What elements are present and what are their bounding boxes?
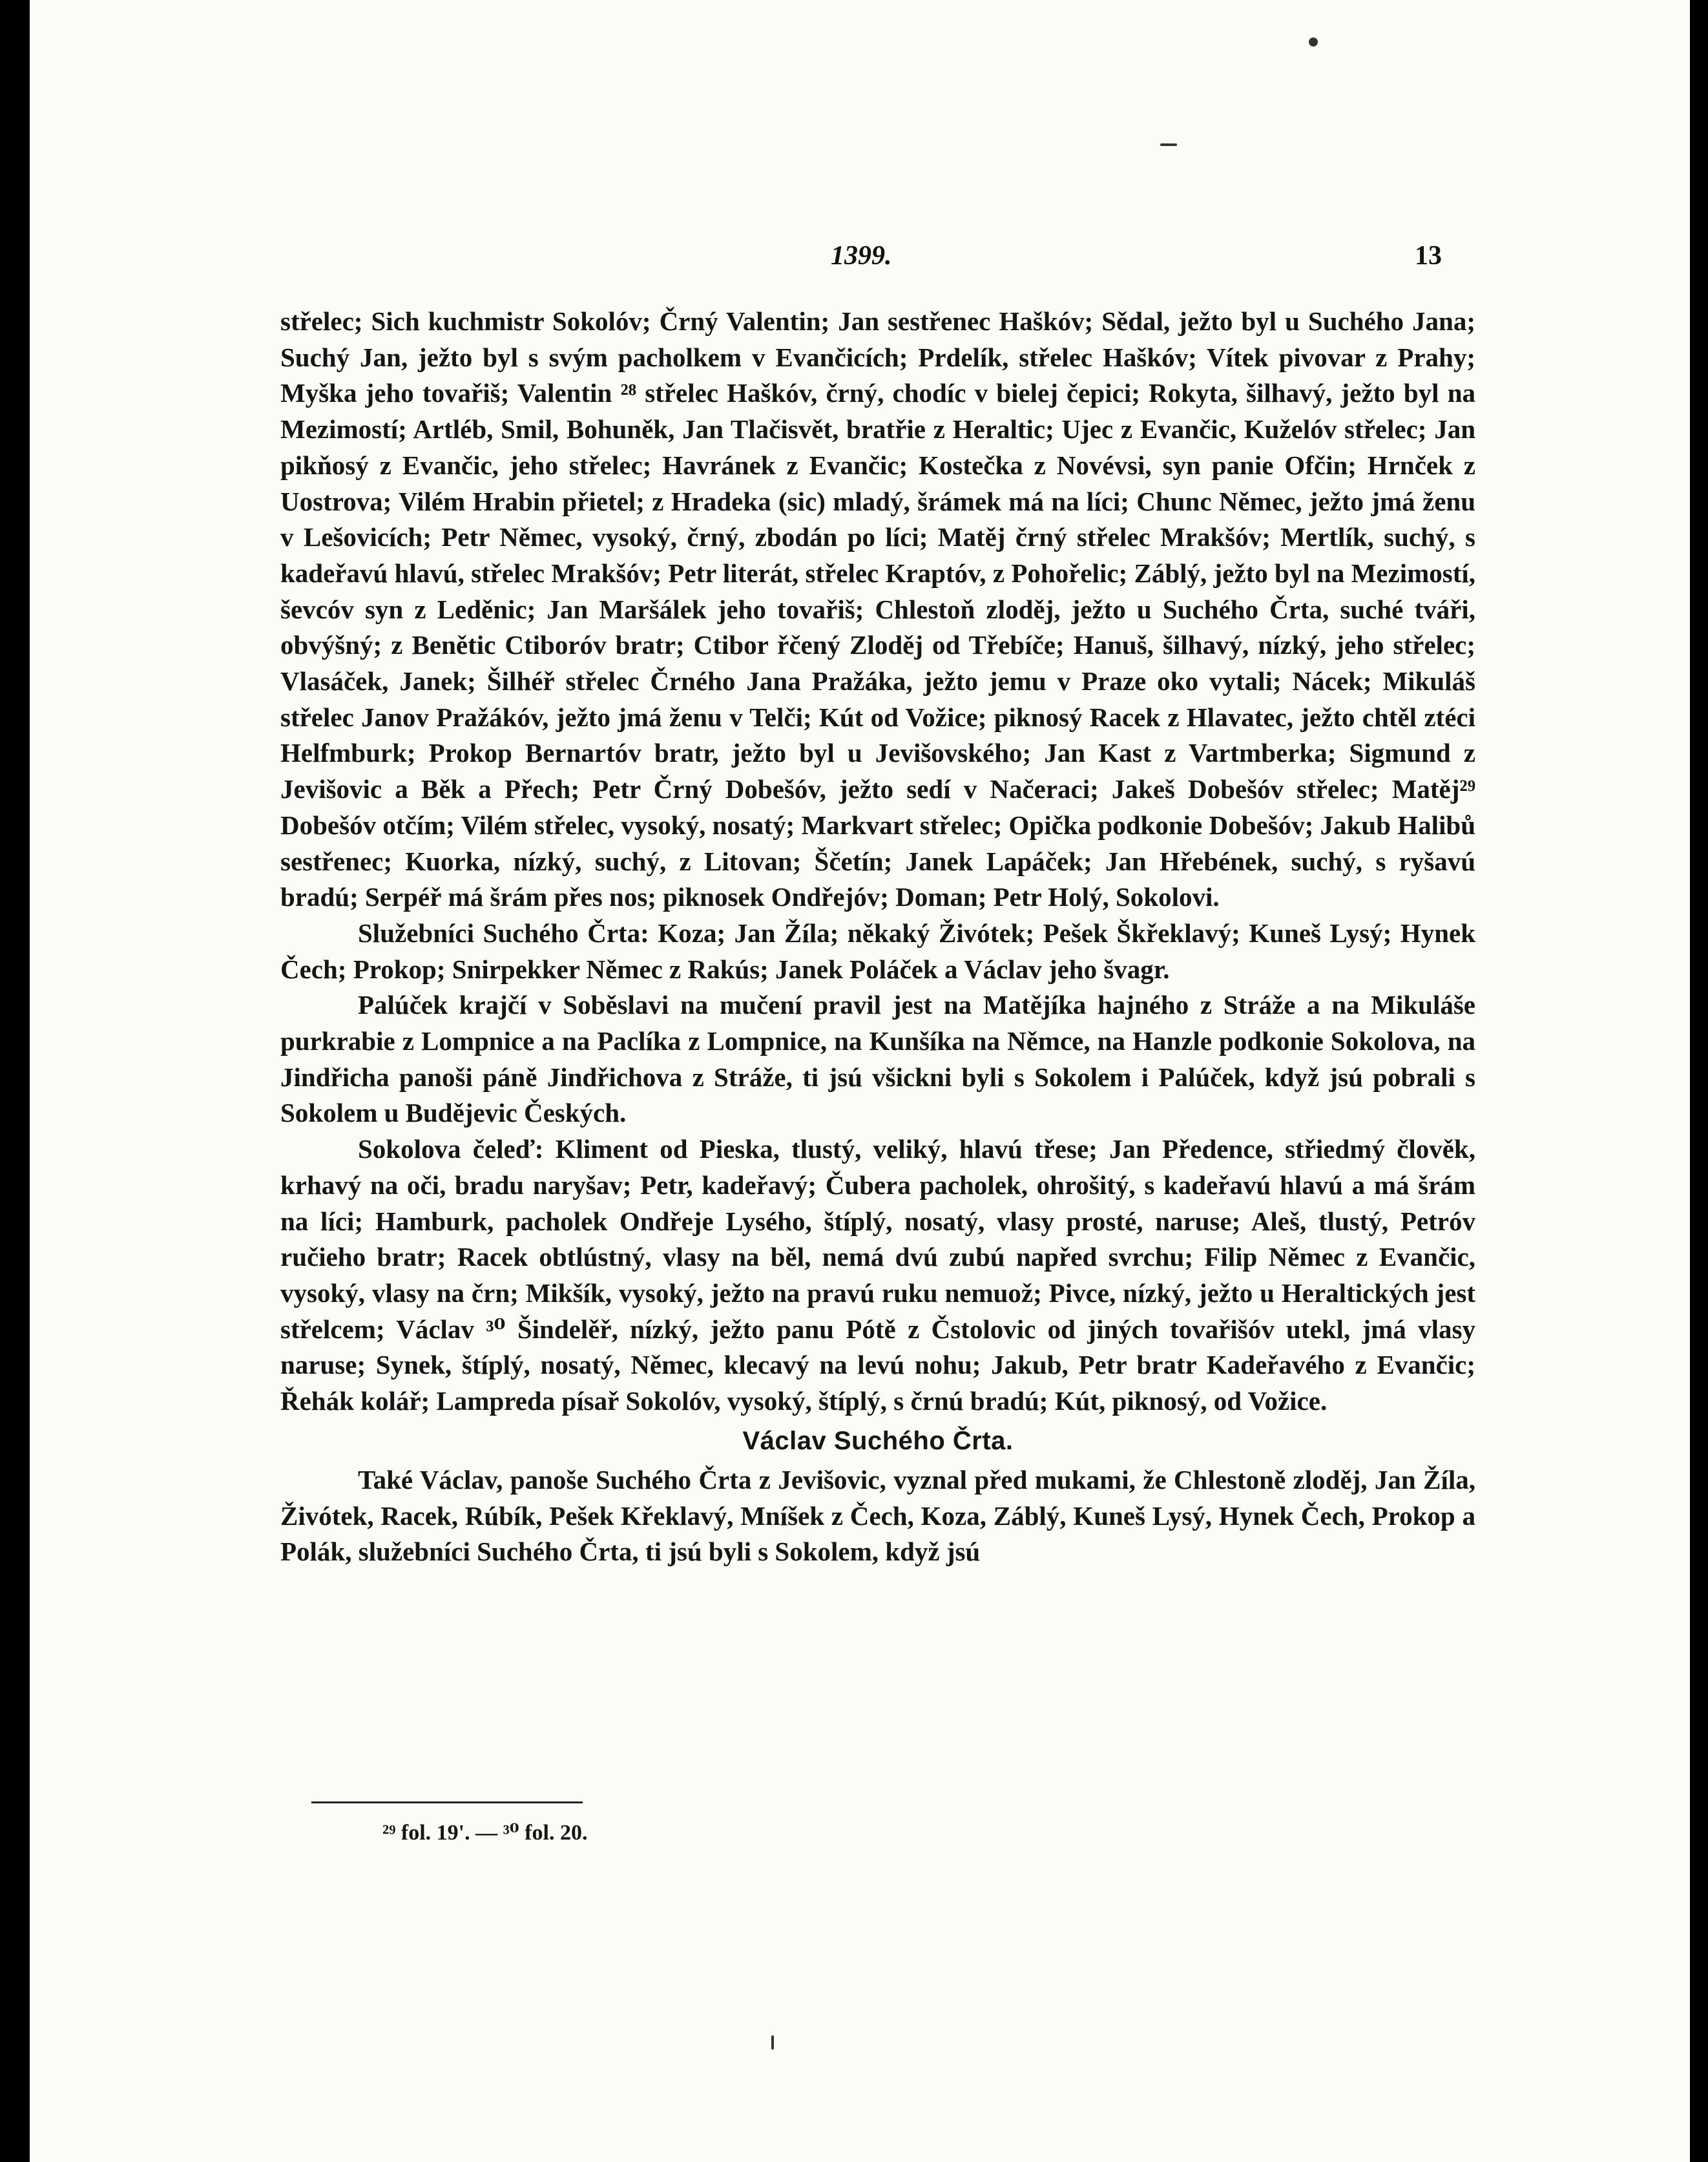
paragraph-list-of-persons: střelec; Sich kuchmistr Sokolóv; Črný Valentin; Jan sestřenec Haškóv; Sědal, ježto byl u Suchého Jana; Suchý Jan, ježto byl s svým pacholkem v Evančicích; Prdelík, střelec Haškóv; Vítek pivovar z Prahy; Myška jeho tovařiš; Valentin ²⁸ střelec Haškóv, črný, chodíc v bielej čepici; Rokyta, šilhavý, ježto byl na Mezimostí; Artléb, Smil, Bohuněk, Jan Tlačisvět, bratřie z Heraltic; Ujec z Evančic, Kuželóv střelec; Jan pikňosý z Evančic, jeho střelec; Havránek z Evančic; Kostečka z Novévsi, syn panie Ofčin; Hrnček z Uostrova; Vilém Hrabin přietel; z Hradeka (sic) mladý, šrámek má na líci; Chunc Němec, ježto jmá ženu v Lešovicích; Petr Němec, vysoký, črný, zbodán po líci; Matěj črný střelec Mrakšóv; Mertlík, suchý, s kadeřavú hlavú, střelec Mrakšóv; Petr literát, střelec Kraptóv, z Pohořelic; Záblý, ježto byl na Mezimostí, ševcóv syn z Leděnic; Jan Maršálek jeho tovařiš; Chlestoň zloděj, ježto u Suchého Črta, suché tváři, obvýšný; z Benětic Ctiboróv bratr; Ctibor řčený Zloděj od Třebíče; Hanuš, šilhavý, nízký, jeho střelec; Vlasáček, Janek; Šilhéř střelec Črného Jana Pražáka, ježto jemu v Praze oko vytali; Nácek; Mikuláš střelec Janov Pražákóv, ježto jmá ženu v Telči; Kút od Vožice; piknosý Racek z Hlavatec, ježto chtěl ztéci Helfmburk; Prokop Bernartóv bratr, ježto byl u Jevišovského; Jan Kast z Vartmberka; Sigmund z Jevišovic a Běk a Přech; Petr Črný Dobešóv, ježto sedí v Načeraci; Jakeš Dobešóv střelec; Matěj²⁹ Dobešóv otčím; Vilém střelec, vysoký, nosatý; Markvart střelec; Opička podkonie Dobešóv; Jakub Halibů sestřenec; Kuorka, nízký, suchý, z Litovan; Ščetín; Janek Lapáček; Jan Hřebének, suchý, s ryšavú bradú; Serpéř má šrám přes nos; piknosek Ondřejóv; Doman; Petr Holý, Sokolovi. [280,306,1475,912]
paragraph-sokol-household: Sokolova čeleď: Kliment od Pieska, tlustý, veliký, hlavú třese; Jan Předence, střiedmý člověk, krhavý na oči, bradu naryšav; Petr, kadeřavý; Čubera pacholek, ohrošitý, s kadeřavú hlavú a má šrám na líci; Hamburk, pacholek Ondřeje Lysého, štíplý, nosatý, vlasy prosté, naruse; Aleš, tlustý, Petróv ručieho bratr; Racek obtlústný, vlasy na běl, nemá dvú zubú napřed svrchu; Filip Němec z Evančic, vysoký, vlasy na črn; Mikšík, vysoký, ježto na pravú ruku nemuož; Pivce, nízký, ježto u Heraltických jest střelcem; Václav ³⁰ Šindelěř, nízký, ježto panu Pótě z Čstolovic od jiných tovařišóv utekl, jmá vlasy naruse; Synek, štíplý, nosatý, Němec, klecavý na levú nohu; Jakub, Petr bratr Kadeřavého z Evančic; Řehák kolář; Lampreda písař Sokolóv, vysoký, štíplý, s črnú bradú; Kút, piknosý, od Vožice. [280,1134,1475,1416]
scan-speck [771,2035,774,2050]
running-head-year: 1399. [831,241,892,271]
book-page [30,0,1690,2162]
footnote-divider [311,1801,583,1803]
footnotes: ²⁹ fol. 19'. — ³⁰ fol. 20. [382,1821,588,1845]
paragraph-servants-of-suchy-crt: Služebníci Suchého Črta: Koza; Jan Žíla; někaký Živótek; Pešek Škřeklavý; Kuneš Lysý; Hynek Čech; Prokop; Snirpekker Němec z Rakús; Janek Poláček a Václav jeho švagr. [280,918,1475,984]
scan-edge-left [0,0,30,2162]
page-number: 13 [1415,241,1442,271]
body-text [280,304,1475,1570]
scan-speck [1160,143,1177,146]
running-head [30,240,1690,279]
paragraph-vaclav-testimony: Také Václav, panoše Suchého Črta z Jevišovic, vyznal před mukami, že Chlestoně zloděj, Jan Žíla, Živótek, Racek, Rúbík, Pešek Křeklavý, Mníšek z Čech, Koza, Záblý, Kuneš Lysý, Hynek Čech, Prokop a Polák, služebníci Suchého Črta, ti jsú byli s Sokolem, když jsú [280,1464,1475,1567]
section-heading: Václav Suchého Črta. [742,1426,1014,1455]
scan-speck [1309,37,1318,47]
scan-edge-right [1690,0,1708,2162]
paragraph-palucek-testimony: Palúček krajčí v Soběslavi na mučení pravil jest na Matějíka hajného z Stráže a na Mikuláše purkrabie z Lompnice a na Paclíka z Lompnice, na Kunšíka na Němce, na Hanzle podkonie Sokolova, na Jindřicha panoši páně Jindřichova z Stráže, ti jsú všickni byli s Sokolem i Palúček, když jsú pobrali s Sokolem u Budějevic Českých. [280,990,1475,1128]
